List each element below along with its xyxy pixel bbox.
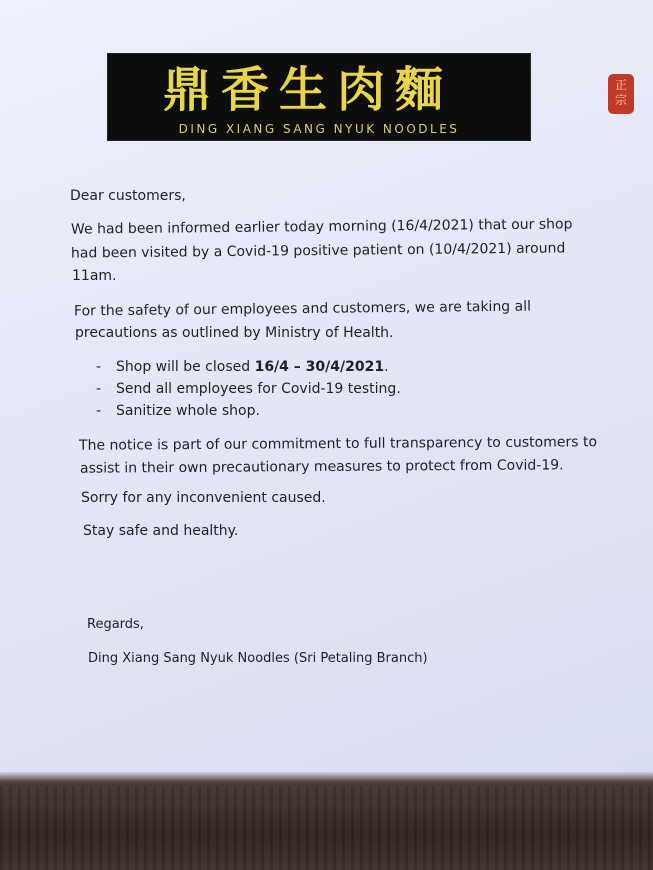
para2-line-1: For the safety of our employees and customers, we are taking all — [73, 298, 532, 320]
para3-line-2: assist in their own precautionary measures to protect from Covid-19. — [79, 457, 564, 477]
bullet-dash: - — [96, 381, 102, 397]
bullet-2-text: Send all employees for Covid-19 testing. — [116, 381, 401, 397]
bullet-3-text: Sanitize whole shop. — [116, 403, 260, 419]
bullet-item-1 — [96, 357, 389, 377]
bullet-dash: - — [96, 359, 102, 375]
bullet-dash: - — [96, 403, 102, 419]
para3-line-1: The notice is part of our commitment to full transparency to customers to — [78, 434, 598, 454]
apology-line: Sorry for any inconvenient caused. — [81, 490, 326, 506]
closure-dates: 16/4 – 30/4/2021 — [254, 359, 385, 375]
authentic-seal — [608, 74, 634, 114]
shop-logo-banner — [108, 54, 627, 140]
shop-name-chinese: 鼎香生肉麵 — [162, 62, 453, 118]
bullet-item-2 — [96, 379, 401, 399]
para1-line-3: 11am. — [72, 268, 117, 284]
seal-char-2: 宗 — [614, 93, 627, 107]
para2-line-2: precautions as outlined by Ministry of Health. — [75, 325, 394, 341]
wooden-surface — [0, 786, 653, 870]
bullet-1-suffix: . — [384, 359, 389, 375]
bullet-item-3 — [96, 401, 260, 421]
para1-line-1: We had been informed earlier today morning (16/4/2021) that our shop — [70, 216, 573, 238]
greeting: Dear customers, — [70, 188, 186, 204]
closing-line: Stay safe and healthy. — [83, 523, 239, 539]
bullet-1-prefix: Shop will be closed — [116, 359, 255, 375]
para1-line-2: had been visited by a Covid-19 positive patient on (10/4/2021) around — [70, 240, 566, 262]
seal-char-1: 正 — [614, 78, 627, 92]
shop-name-english: DING XIANG SANG NYUK NOODLES — [178, 122, 460, 136]
signature: Ding Xiang Sang Nyuk Noodles (Sri Petaling Branch) — [88, 651, 428, 666]
regards: Regards, — [87, 617, 144, 632]
